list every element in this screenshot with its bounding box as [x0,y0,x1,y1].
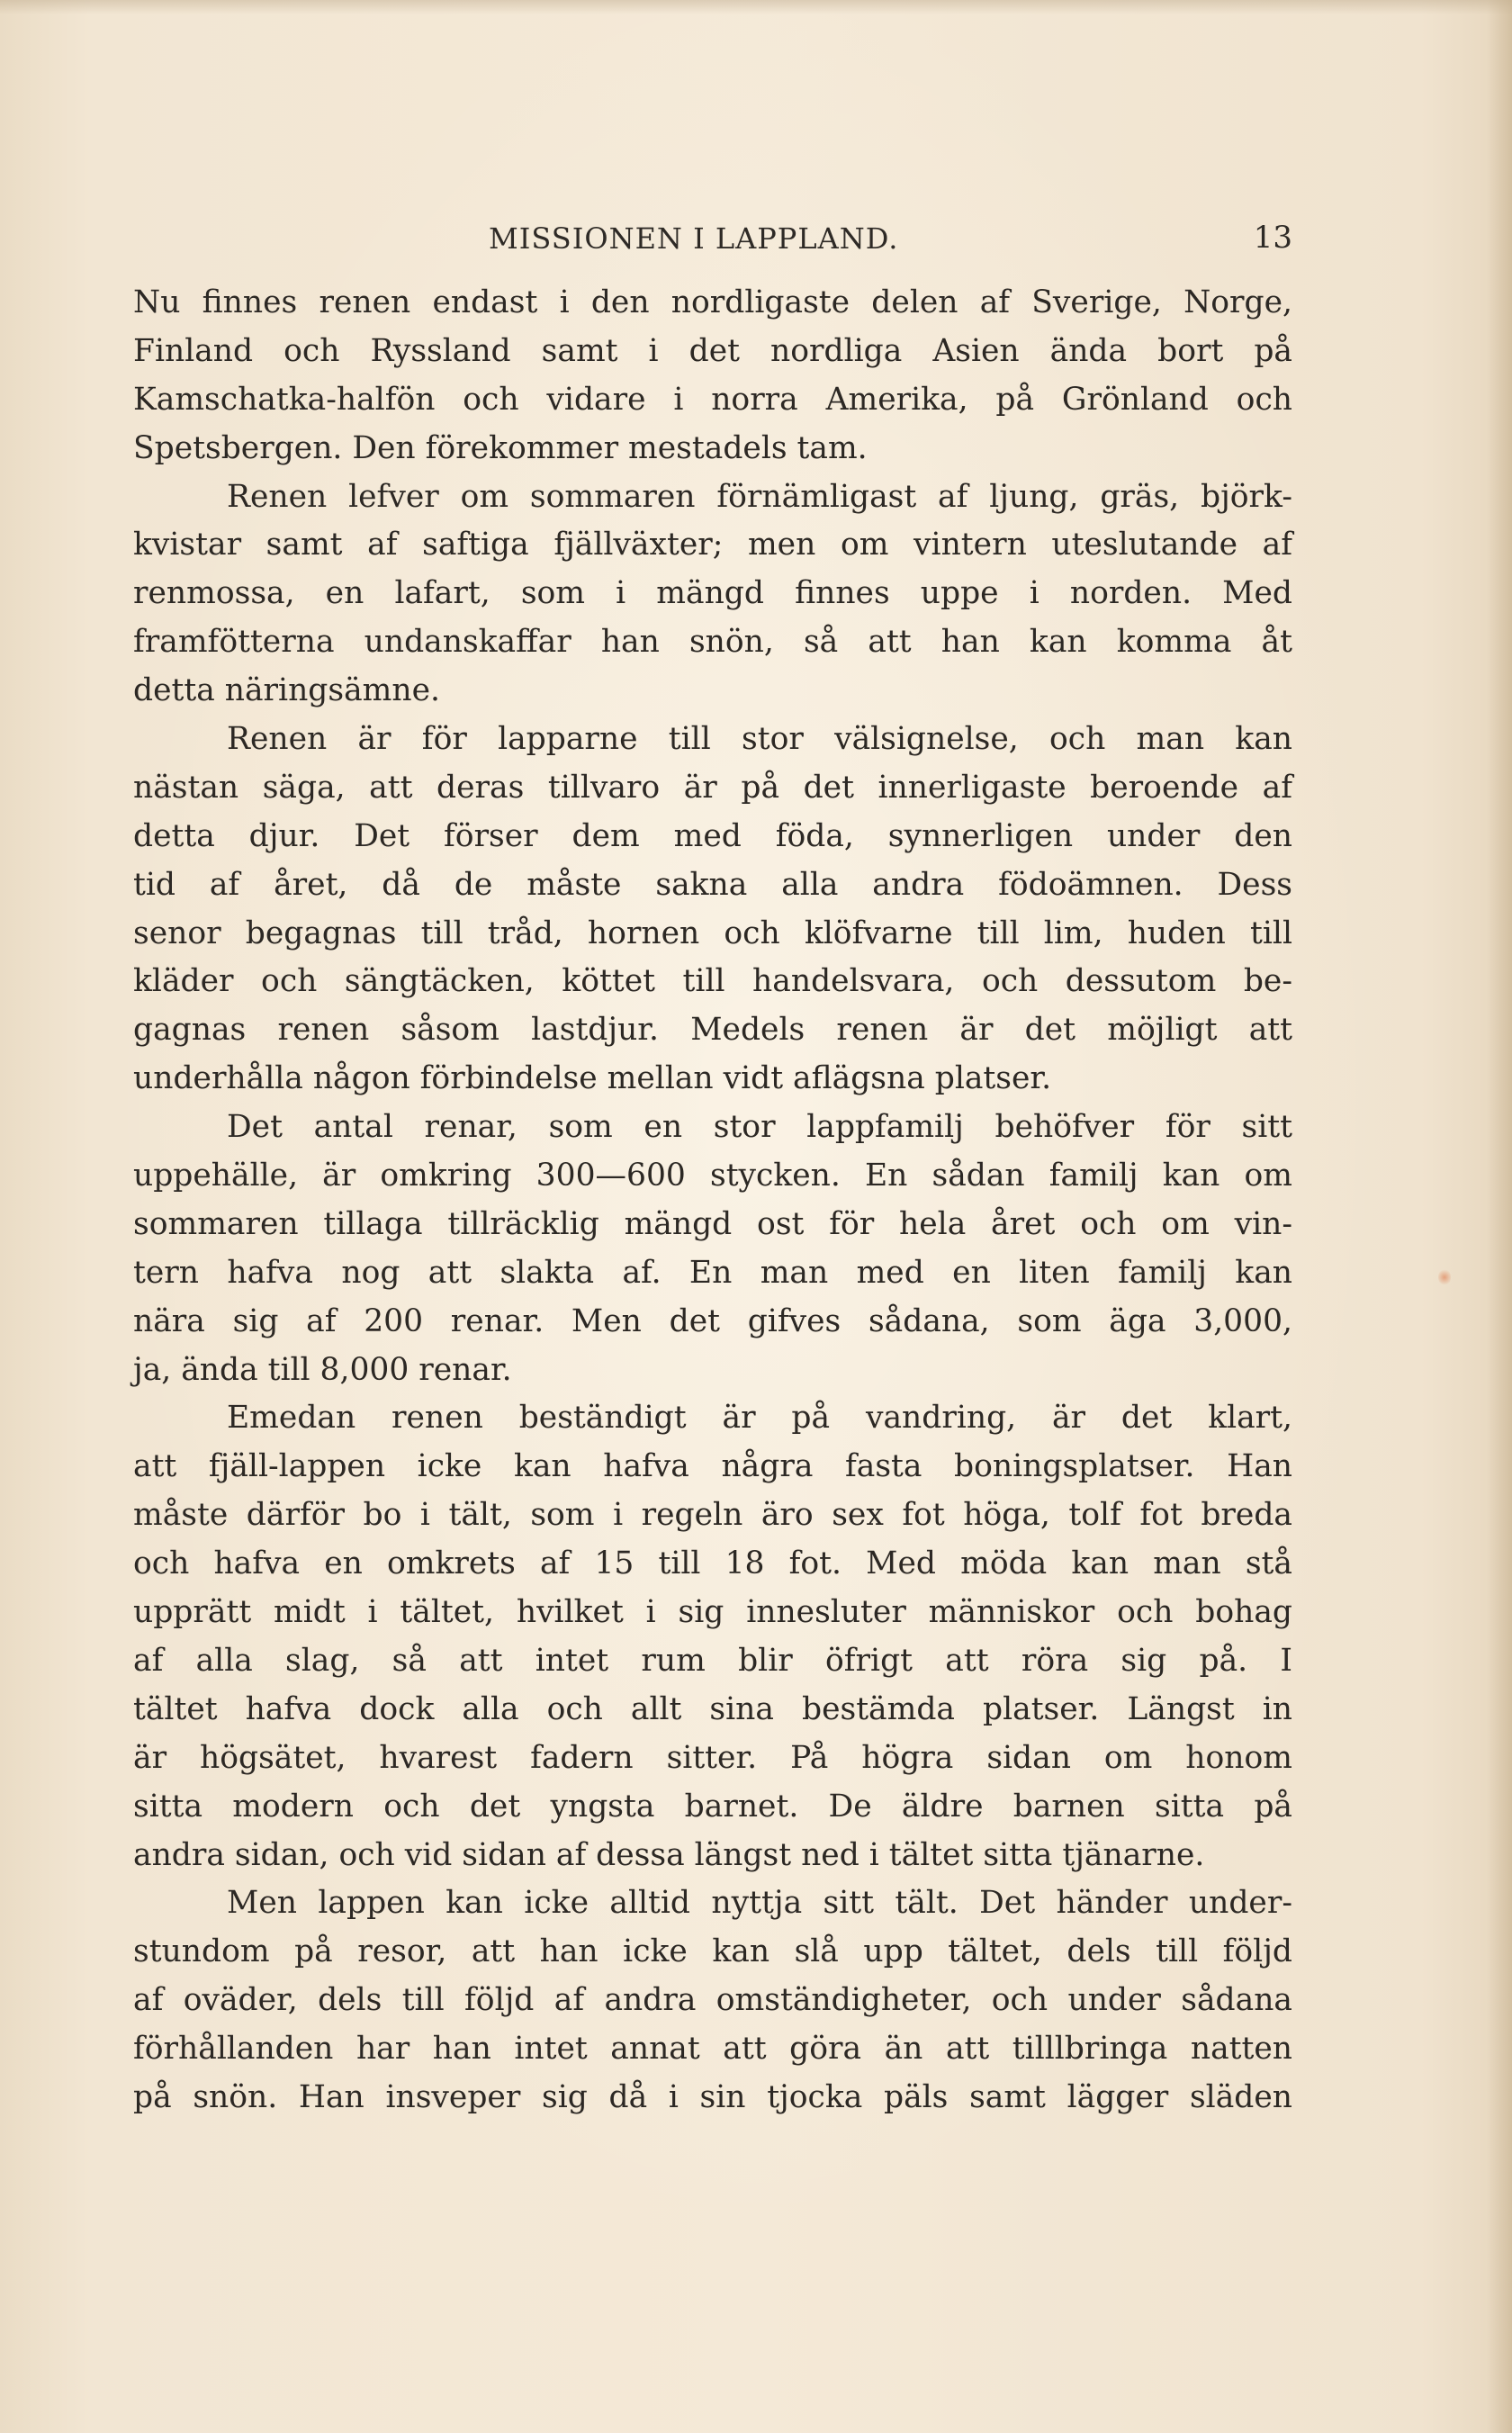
text-line: Renen lefver om sommaren förnämligast af ljung, gräs, björk- [227,478,1292,515]
text-line: Men lappen kan icke alltid nyttja sitt tält. Det händer under- [227,1885,1292,1922]
text-line: tern hafva nog att slakta af. En man med en liten familj kan [133,1254,1292,1291]
text-line: Kamschatka-halfön och vidare i norra Amerika, på Grönland och [133,381,1292,418]
running-head [133,212,1292,266]
text-line: kläder och sängtäcken, köttet till handelsvara, och dessutom be- [133,963,1292,1000]
text-line: tid af året, då de måste sakna alla andra födoämnen. Dess [133,866,1292,903]
text-line: gagnas renen såsom lastdjur. Medels renen är det möjligt att [133,1012,1292,1049]
body-text [133,279,1292,2122]
running-title: MISSIONEN I LAPPLAND. [489,221,899,256]
text-line: Finland och Ryssland samt i det nordliga Asien ända bort på [133,332,1292,369]
page-number: 13 [1253,220,1292,256]
text-line: uppehälle, är omkring 300—600 stycken. En sådan familj kan om [133,1158,1292,1194]
text-line: Nu finnes renen endast i den nordligaste delen af Sverige, Norge, [133,284,1292,320]
text-line: måste därför bo i tält, som i regeln äro sex fot höga, tolf fot breda [133,1497,1292,1534]
text-line: nästan säga, att deras tillvaro är på det innerligaste beroende af [133,769,1292,806]
text-line: är högsätet, hvarest fadern sitter. På högra sidan om honom [133,1739,1292,1776]
text-line: Renen är för lapparne till stor välsignelse, och man kan [227,721,1292,758]
text-line: förhållanden har han intet annat att göra än att tilllbringa natten [133,2031,1292,2068]
text-line: nära sig af 200 renar. Men det gifves sådana, som äga 3,000, [133,1302,1292,1339]
paper-stain [1438,1269,1451,1285]
text-line: upprätt midt i tältet, hvilket i sig innesluter människor och bohag [133,1594,1292,1631]
text-line: detta djur. Det förser dem med föda, synnerligen under den [133,817,1292,854]
text-line: detta näringsämne. [133,672,440,709]
text-line: Det antal renar, som en stor lappfamilj behöfver för sitt [227,1109,1292,1146]
text-line: ja, ända till 8,000 renar. [133,1351,512,1388]
text-line: på snön. Han insveper sig då i sin tjocka päls samt lägger släden [133,2078,1292,2115]
text-line: Spetsbergen. Den förekommer mestadels tam. [133,429,868,466]
text-line: Emedan renen beständigt är på vandring, är det klart, [227,1400,1292,1437]
text-line: och hafva en omkrets af 15 till 18 fot. Med möda kan man stå [133,1545,1292,1582]
text-line: tältet hafva dock alla och allt sina bestämda platser. Längst in [133,1690,1292,1727]
text-line: renmossa, en lafart, som i mängd finnes uppe i norden. Med [133,575,1292,612]
text-line: stundom på resor, att han icke kan slå upp tältet, dels till följd [133,1933,1292,1970]
text-line: af oväder, dels till följd af andra omständigheter, och under sådana [133,1982,1292,2019]
paper-edge-right [1487,0,1512,2433]
text-line: underhålla någon förbindelse mellan vidt aflägsna platser. [133,1060,1052,1097]
text-line: af alla slag, så att intet rum blir öfrigt att röra sig på. I [133,1642,1292,1679]
text-line: att fjäll-lappen icke kan hafva några fasta boningsplatser. Han [133,1448,1292,1485]
paper-edge-top [0,0,1512,14]
text-line: senor begagnas till tråd, hornen och klöfvarne till lim, huden till [133,915,1292,951]
text-line: sommaren tillaga tillräcklig mängd ost för hela året och om vin- [133,1205,1292,1242]
text-line: andra sidan, och vid sidan af dessa längst ned i tältet sitta tjänarne. [133,1836,1205,1873]
text-line: framfötterna undanskaffar han snön, så att han kan komma åt [133,624,1292,661]
text-line: kvistar samt af saftiga fjällväxter; men om vintern uteslutande af [133,527,1292,563]
text-line: sitta modern och det yngsta barnet. De äldre barnen sitta på [133,1788,1292,1825]
